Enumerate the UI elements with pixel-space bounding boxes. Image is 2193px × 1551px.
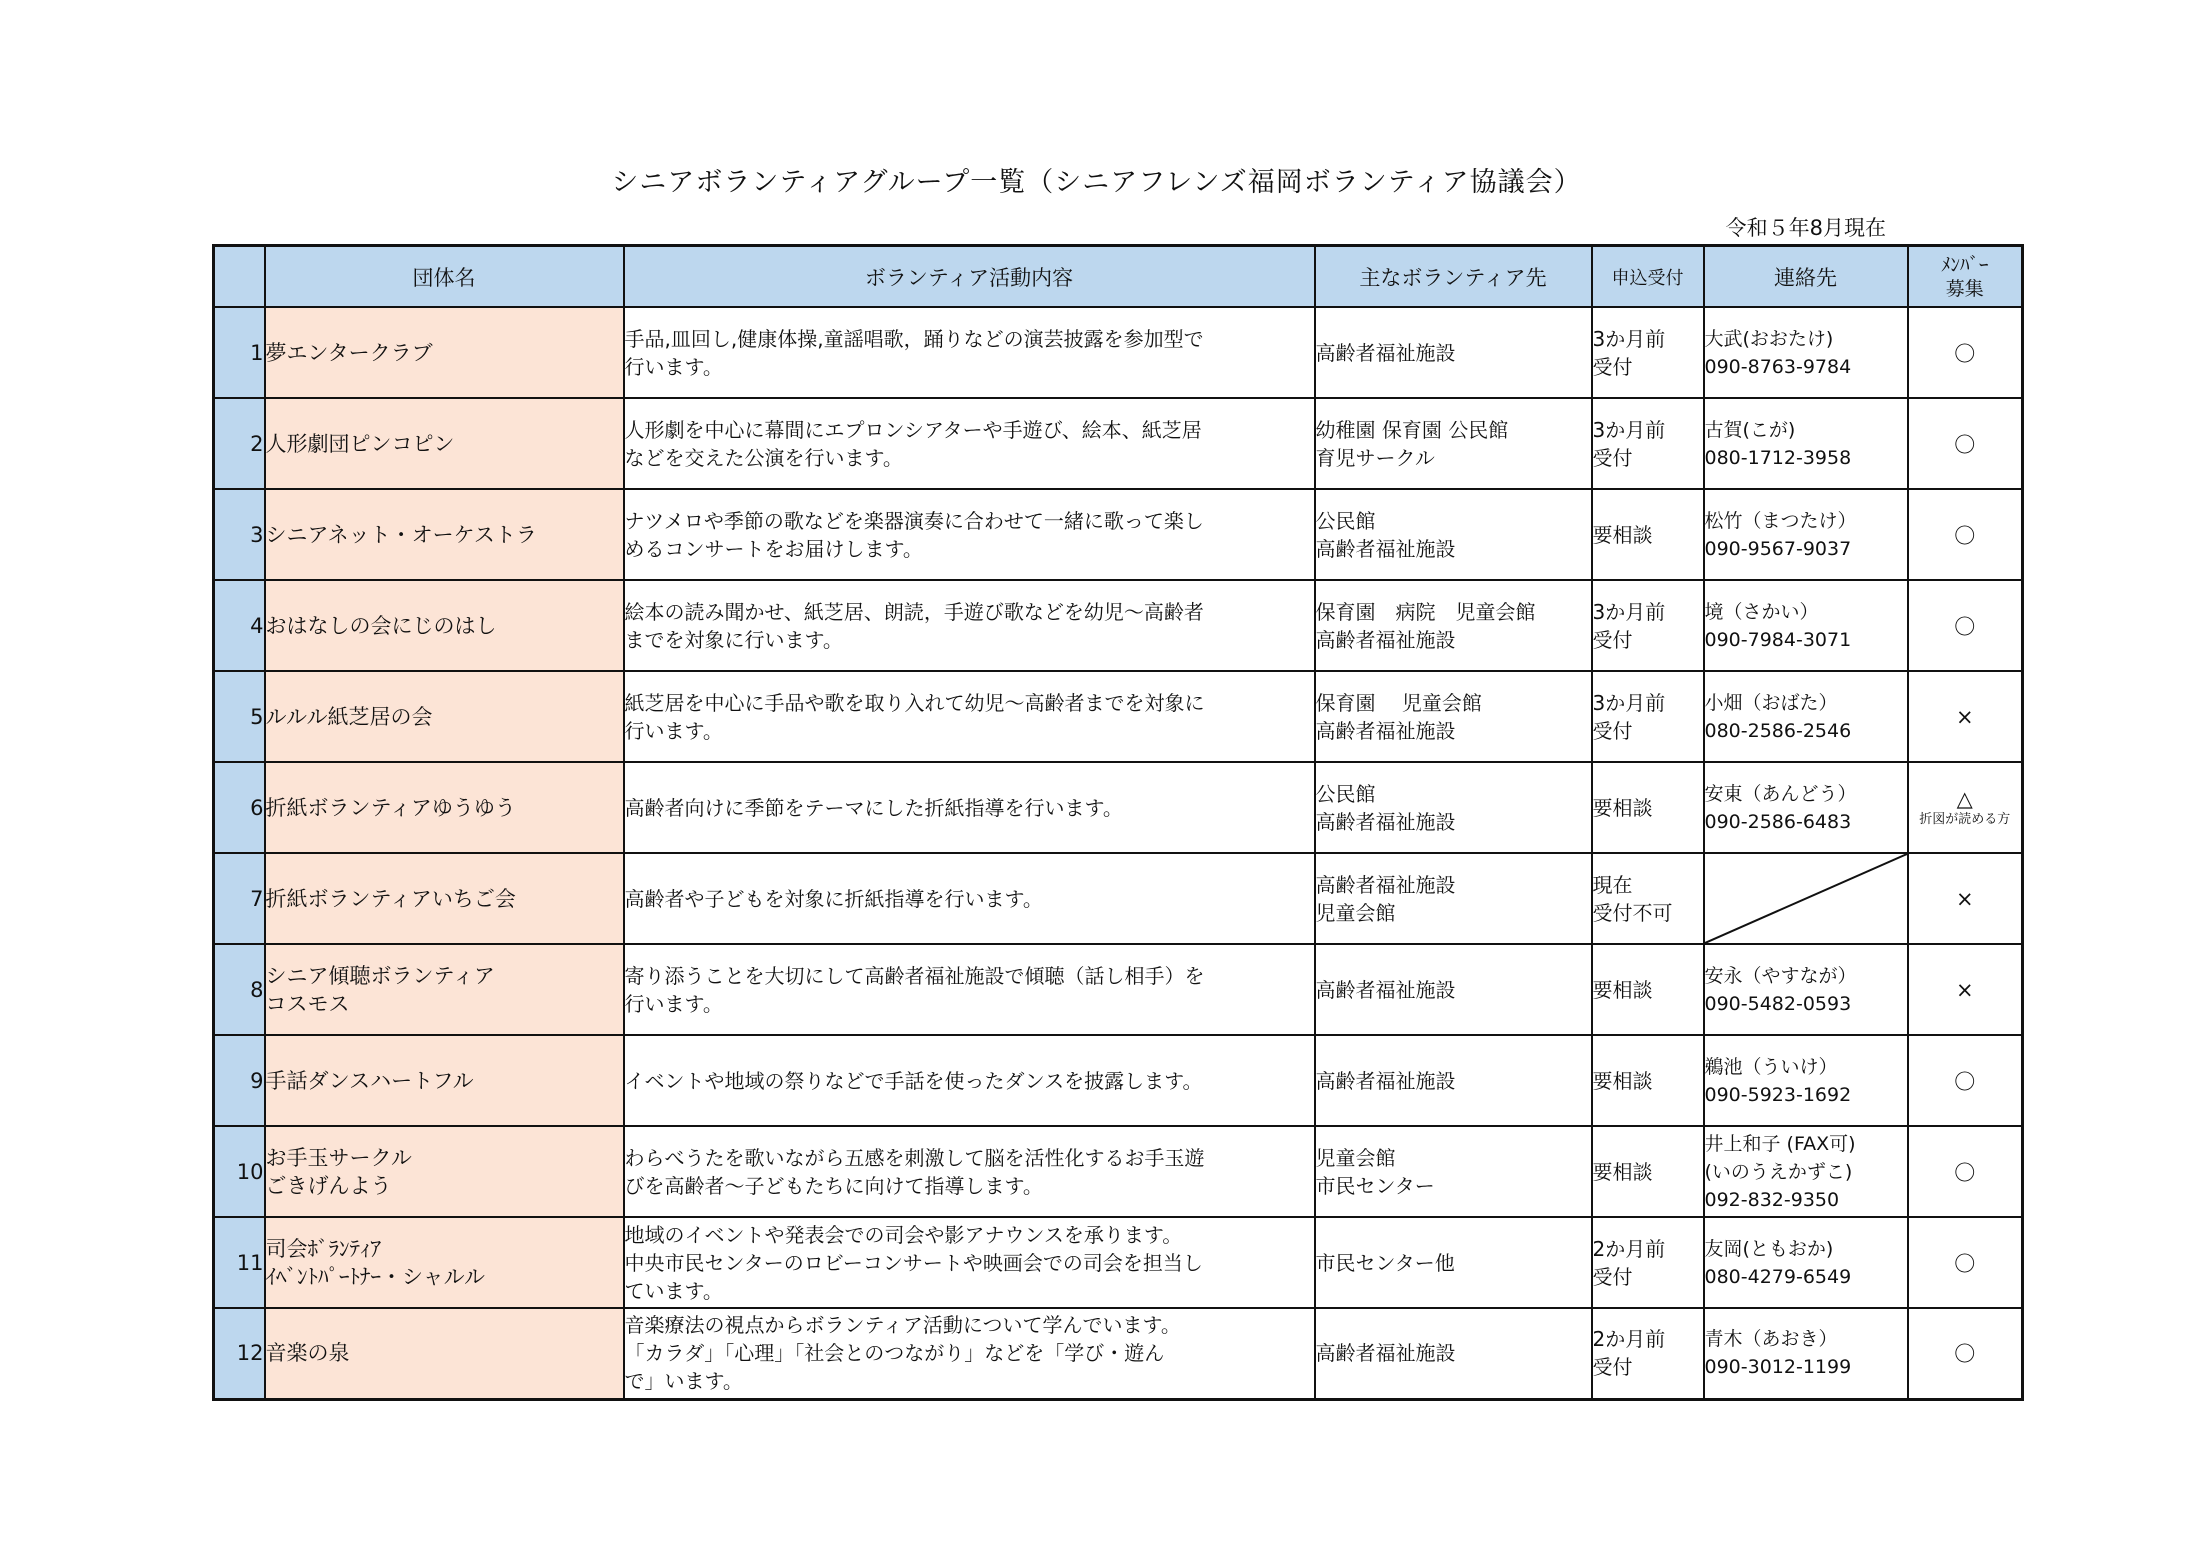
table-row	[214, 489, 2023, 580]
acceptance-text-line: 要相談	[1592, 795, 1653, 820]
destination-text-cell	[1315, 671, 1592, 762]
group-name-cell	[265, 1217, 624, 1308]
activity-text-line: イベントや地域の祭りなどで手話を使ったダンスを披露します。	[624, 1068, 1203, 1093]
member-recruit-cell	[1908, 944, 2023, 1035]
destination-text-cell	[1315, 307, 1592, 398]
recruit-mark: 〇	[1954, 523, 1976, 548]
contact-text-cell	[1704, 1035, 1908, 1126]
table-row	[214, 1035, 2023, 1126]
contact-text-line: 090-5923-1692	[1704, 1083, 1852, 1106]
group-name-cell	[265, 307, 624, 398]
contact-text-cell	[1704, 489, 1908, 580]
activity-text-cell	[624, 307, 1315, 398]
contact-text-cell	[1704, 1217, 1908, 1308]
activity-text-line: 「カラダ」「心理」「社会とのつながり」などを「学び・遊ん	[624, 1341, 1165, 1366]
destination-text-line: 高齢者福祉施設	[1315, 977, 1456, 1002]
activity-text-line: 地域のイベントや発表会での司会や影アナウンスを承ります。	[624, 1222, 1183, 1247]
contact-text-line: 青木（あおき）	[1704, 1328, 1838, 1351]
activity-text-cell	[624, 398, 1315, 489]
activity-text-cell	[624, 1217, 1315, 1308]
activity-text-line: 絵本の読み聞かせ、紙芝居、朗読，手遊び歌などを幼児～高齢者	[624, 599, 1204, 624]
destination-text-cell	[1315, 944, 1592, 1035]
destination-text-line: 高齢者福祉施設	[1315, 340, 1456, 365]
group-name-cell	[265, 1035, 624, 1126]
table-header-row	[214, 246, 2023, 308]
recruit-mark: ×	[1955, 704, 1974, 729]
row-number: 12	[214, 1308, 265, 1399]
contact-text-line: 090-8763-9784	[1704, 355, 1852, 378]
activity-text-cell	[624, 1035, 1315, 1126]
acceptance-text-cell	[1592, 398, 1704, 489]
recruit-mark: ×	[1955, 886, 1974, 911]
recruit-mark: 〇	[1954, 614, 1976, 639]
acceptance-text-cell	[1592, 1308, 1704, 1399]
table-body	[214, 307, 2023, 1399]
header-no	[214, 246, 265, 308]
activity-text-line: 手品,皿回し,健康体操,童謡唱歌，踊りなどの演芸披露を参加型で	[624, 326, 1204, 351]
activity-text-line: びを高齢者～子どもたちに向けて指導します。	[624, 1173, 1043, 1198]
contact-text-line: 古賀(こが)	[1704, 418, 1796, 441]
member-recruit-cell	[1908, 580, 2023, 671]
contact-text-line: 080-1712-3958	[1704, 446, 1852, 469]
diagonal-line	[1705, 854, 1907, 943]
activity-text-line: 人形劇を中心に幕間にエプロンシアターや手遊び、絵本、紙芝居	[624, 417, 1202, 442]
group-name-line: ごきげんよう	[265, 1173, 392, 1198]
activity-text-line: 高齢者や子どもを対象に折紙指導を行います。	[624, 886, 1043, 911]
recruit-mark: 〇	[1954, 1160, 1976, 1185]
acceptance-text-line: 受付	[1592, 1264, 1633, 1289]
contact-text-line: 090-7984-3071	[1704, 628, 1852, 651]
table-row	[214, 944, 2023, 1035]
destination-text-cell	[1315, 762, 1592, 853]
member-recruit-cell	[1908, 853, 2023, 944]
contact-text-line: 080-4279-6549	[1704, 1265, 1852, 1288]
recruit-note: 折図が読める方	[1919, 811, 2011, 827]
recruit-mark: 〇	[1954, 341, 1976, 366]
acceptance-text-line: 現在	[1592, 872, 1633, 897]
destination-text-line: 高齢者福祉施設	[1315, 627, 1456, 652]
group-name-line: おはなしの会にじのはし	[265, 613, 497, 638]
group-name-cell	[265, 1308, 624, 1399]
contact-text-line: 090-9567-9037	[1704, 537, 1852, 560]
row-number: 3	[214, 489, 265, 580]
contact-text-cell	[1704, 944, 1908, 1035]
table-row	[214, 398, 2023, 489]
activity-text-line: 紙芝居を中心に手品や歌を取り入れて幼児～高齢者までを対象に	[624, 690, 1205, 715]
header-member-recruit	[1908, 246, 2023, 308]
destination-text-line: 高齢者福祉施設	[1315, 1341, 1456, 1366]
contact-text-line: 大武(おおたけ)	[1704, 327, 1834, 350]
acceptance-text-cell	[1592, 671, 1704, 762]
contact-text-line: 松竹（まつたけ）	[1704, 509, 1857, 532]
activity-text-line: などを交えた公演を行います。	[624, 445, 903, 470]
group-name-line: ルルル紙芝居の会	[265, 704, 433, 729]
member-recruit-cell	[1908, 1035, 2023, 1126]
destination-text-line: 市民センター他	[1315, 1250, 1455, 1275]
header-recruit-line1: ﾒﾝﾊﾞｰ	[1940, 253, 1989, 276]
activity-text-line: 行います。	[624, 991, 723, 1016]
row-number: 6	[214, 762, 265, 853]
activity-text-cell	[624, 853, 1315, 944]
activity-text-line: 行います。	[624, 718, 723, 743]
destination-text-cell	[1315, 489, 1592, 580]
member-recruit-cell	[1908, 1217, 2023, 1308]
contact-text-line: 090-3012-1199	[1704, 1356, 1852, 1379]
table-row	[214, 307, 2023, 398]
group-name-cell	[265, 944, 624, 1035]
group-name-line: コスモス	[265, 991, 350, 1016]
activity-text-cell	[624, 489, 1315, 580]
acceptance-text-line: 受付	[1592, 354, 1633, 379]
activity-text-line: ています。	[624, 1278, 723, 1303]
acceptance-text-cell	[1592, 1217, 1704, 1308]
acceptance-text-line: 要相談	[1592, 1068, 1653, 1093]
destination-text-cell	[1315, 1035, 1592, 1126]
table-row	[214, 1126, 2023, 1217]
member-recruit-cell	[1908, 307, 2023, 398]
destination-text-cell	[1315, 853, 1592, 944]
destination-text-cell	[1315, 1217, 1592, 1308]
contact-text-cell	[1704, 398, 1908, 489]
group-name-line: 夢エンタークラブ	[265, 340, 433, 365]
acceptance-text-line: 2か月前	[1592, 1236, 1666, 1261]
contact-text-line: 090-5482-0593	[1704, 992, 1852, 1015]
row-number: 9	[214, 1035, 265, 1126]
destination-text-line: 高齢者福祉施設	[1315, 872, 1456, 897]
header-recruit-line2: 募集	[1945, 277, 1984, 300]
acceptance-text-line: 3か月前	[1592, 326, 1666, 351]
contact-text-line: (いのうえかずこ)	[1704, 1160, 1853, 1183]
destination-text-line: 育児サークル	[1315, 445, 1435, 470]
group-name-cell	[265, 853, 624, 944]
row-number: 5	[214, 671, 265, 762]
group-name-line: シニア傾聴ボランティア	[265, 963, 495, 988]
group-name-cell	[265, 489, 624, 580]
recruit-mark: ×	[1955, 977, 1974, 1002]
member-recruit-cell	[1908, 489, 2023, 580]
table-row	[214, 1308, 2023, 1399]
recruit-mark: 〇	[1954, 1342, 1976, 1367]
activity-text-line: までを対象に行います。	[624, 627, 843, 652]
diagonal-slash	[1705, 854, 1907, 943]
header-group-name: 団体名	[265, 246, 624, 308]
contact-cell-blank	[1704, 853, 1908, 944]
activity-text-line: わらべうたを歌いながら五感を刺激して脳を活性化するお手玉遊	[624, 1145, 1205, 1170]
group-name-line: 折紙ボランティアいちご会	[265, 886, 516, 911]
activity-text-line: 中央市民センターのロビーコンサートや映画会での司会を担当し	[624, 1250, 1203, 1275]
activity-text-cell	[624, 1126, 1315, 1217]
destination-text-line: 保育園 児童会館	[1315, 690, 1482, 715]
acceptance-text-line: 要相談	[1592, 1159, 1653, 1184]
activity-text-line: 高齢者向けに季節をテーマにした折紙指導を行います。	[624, 795, 1123, 820]
destination-text-line: 児童会館	[1315, 1145, 1396, 1170]
acceptance-text-line: 3か月前	[1592, 417, 1666, 442]
row-number: 10	[214, 1126, 265, 1217]
contact-text-line: 井上和子 (FAX可)	[1704, 1132, 1856, 1155]
contact-text-line: 友岡(ともおか)	[1704, 1237, 1834, 1260]
table-row	[214, 580, 2023, 671]
header-acceptance: 申込受付	[1592, 246, 1704, 308]
acceptance-text-line: 要相談	[1592, 977, 1653, 1002]
destination-text-cell	[1315, 1308, 1592, 1399]
activity-text-cell	[624, 944, 1315, 1035]
table-row	[214, 853, 2023, 944]
acceptance-text-line: 受付	[1592, 1355, 1633, 1380]
acceptance-text-line: 受付不可	[1592, 900, 1673, 925]
group-name-line: お手玉サークル	[265, 1145, 412, 1170]
group-name-line: 人形劇団ピンコピン	[265, 431, 455, 456]
destination-text-line: 高齢者福祉施設	[1315, 809, 1456, 834]
acceptance-text-cell	[1592, 580, 1704, 671]
destination-text-line: 幼稚園 保育園 公民館	[1315, 417, 1509, 442]
recruit-mark: 〇	[1954, 432, 1976, 457]
row-number: 4	[214, 580, 265, 671]
activity-text-line: 音楽療法の視点からボランティア活動について学んでいます。	[624, 1313, 1181, 1338]
header-destination: 主なボランティア先	[1315, 246, 1592, 308]
contact-text-line: 080-2586-2546	[1704, 719, 1852, 742]
member-recruit-cell	[1908, 762, 2023, 853]
group-name-cell	[265, 762, 624, 853]
contact-text-line: 安東（あんどう）	[1704, 782, 1857, 805]
destination-text-line: 市民センター	[1315, 1173, 1435, 1198]
header-activity: ボランティア活動内容	[624, 246, 1315, 308]
contact-text-line: 092-832-9350	[1704, 1188, 1840, 1211]
acceptance-text-cell	[1592, 944, 1704, 1035]
group-name-line: 折紙ボランティアゆうゆう	[265, 795, 516, 820]
recruit-mark: △	[1956, 786, 1973, 811]
acceptance-text-line: 受付	[1592, 627, 1633, 652]
group-name-cell	[265, 580, 624, 671]
acceptance-text-line: 受付	[1592, 718, 1633, 743]
member-recruit-cell	[1908, 671, 2023, 762]
group-name-line: 司会ﾎﾞﾗﾝﾃｨｱ	[265, 1236, 381, 1261]
table-row	[214, 671, 2023, 762]
row-number: 2	[214, 398, 265, 489]
group-name-cell	[265, 398, 624, 489]
activity-text-line: 行います。	[624, 354, 723, 379]
document-title: シニアボランティアグループ一覧（シニアフレンズ福岡ボランティア協議会）	[611, 167, 1582, 198]
group-name-line: 手話ダンスハートフル	[265, 1068, 474, 1093]
activity-text-cell	[624, 762, 1315, 853]
activity-text-cell	[624, 671, 1315, 762]
contact-text-cell	[1704, 671, 1908, 762]
acceptance-text-line: 受付	[1592, 445, 1633, 470]
contact-text-cell	[1704, 307, 1908, 398]
destination-text-line: 高齢者福祉施設	[1315, 1068, 1456, 1093]
destination-text-line: 公民館	[1315, 781, 1376, 806]
acceptance-text-cell	[1592, 853, 1704, 944]
acceptance-text-line: 3か月前	[1592, 599, 1666, 624]
contact-text-cell	[1704, 1126, 1908, 1217]
contact-text-cell	[1704, 762, 1908, 853]
destination-text-cell	[1315, 1126, 1592, 1217]
row-number: 8	[214, 944, 265, 1035]
destination-text-line: 高齢者福祉施設	[1315, 536, 1456, 561]
destination-text-line: 公民館	[1315, 508, 1376, 533]
acceptance-text-cell	[1592, 1126, 1704, 1217]
contact-text-line: 090-2586-6483	[1704, 810, 1852, 833]
destination-text-cell	[1315, 580, 1592, 671]
member-recruit-cell	[1908, 1126, 2023, 1217]
destination-text-cell	[1315, 398, 1592, 489]
header-contact: 連絡先	[1704, 246, 1908, 308]
as-of-date: 令和５年8月現在	[1725, 216, 1886, 240]
recruit-mark: 〇	[1954, 1069, 1976, 1094]
row-number: 1	[214, 307, 265, 398]
contact-text-line: 小畑（おばた）	[1704, 691, 1838, 714]
contact-text-line: 安永（やすなが）	[1704, 964, 1857, 987]
activity-text-line: 寄り添うことを大切にして高齢者福祉施設で傾聴（話し相手）を	[624, 963, 1205, 988]
acceptance-text-line: 要相談	[1592, 522, 1653, 547]
table-row	[214, 1217, 2023, 1308]
group-name-line: ｲﾍﾞﾝﾄﾊﾟｰﾄﾅｰ・シャルル	[265, 1264, 486, 1289]
group-name-line: シニアネット・オーケストラ	[265, 522, 537, 547]
recruit-mark: 〇	[1954, 1251, 1976, 1276]
destination-text-line: 保育園 病院 児童会館	[1315, 599, 1536, 624]
acceptance-text-cell	[1592, 762, 1704, 853]
contact-text-cell	[1704, 1308, 1908, 1399]
activity-text-line: ナツメロや季節の歌などを楽器演奏に合わせて一緒に歌って楽し	[624, 508, 1204, 533]
member-recruit-cell	[1908, 1308, 2023, 1399]
group-name-line: 音楽の泉	[265, 1341, 350, 1366]
contact-text-line: 鵜池（ういけ）	[1704, 1055, 1838, 1078]
activity-text-cell	[624, 1308, 1315, 1399]
activity-text-cell	[624, 580, 1315, 671]
row-number: 11	[214, 1217, 265, 1308]
destination-text-line: 児童会館	[1315, 900, 1396, 925]
member-recruit-cell	[1908, 398, 2023, 489]
group-name-cell	[265, 671, 624, 762]
group-name-cell	[265, 1126, 624, 1217]
destination-text-line: 高齢者福祉施設	[1315, 718, 1456, 743]
activity-text-line: めるコンサートをお届けします。	[624, 536, 923, 561]
acceptance-text-cell	[1592, 489, 1704, 580]
acceptance-text-line: 3か月前	[1592, 690, 1666, 715]
table-row	[214, 762, 2023, 853]
acceptance-text-line: 2か月前	[1592, 1327, 1666, 1352]
contact-text-cell	[1704, 580, 1908, 671]
contact-text-line: 境（さかい）	[1704, 600, 1819, 623]
volunteer-group-table	[212, 244, 2024, 1401]
activity-text-line: で」います。	[624, 1369, 743, 1394]
row-number: 7	[214, 853, 265, 944]
acceptance-text-cell	[1592, 1035, 1704, 1126]
acceptance-text-cell	[1592, 307, 1704, 398]
